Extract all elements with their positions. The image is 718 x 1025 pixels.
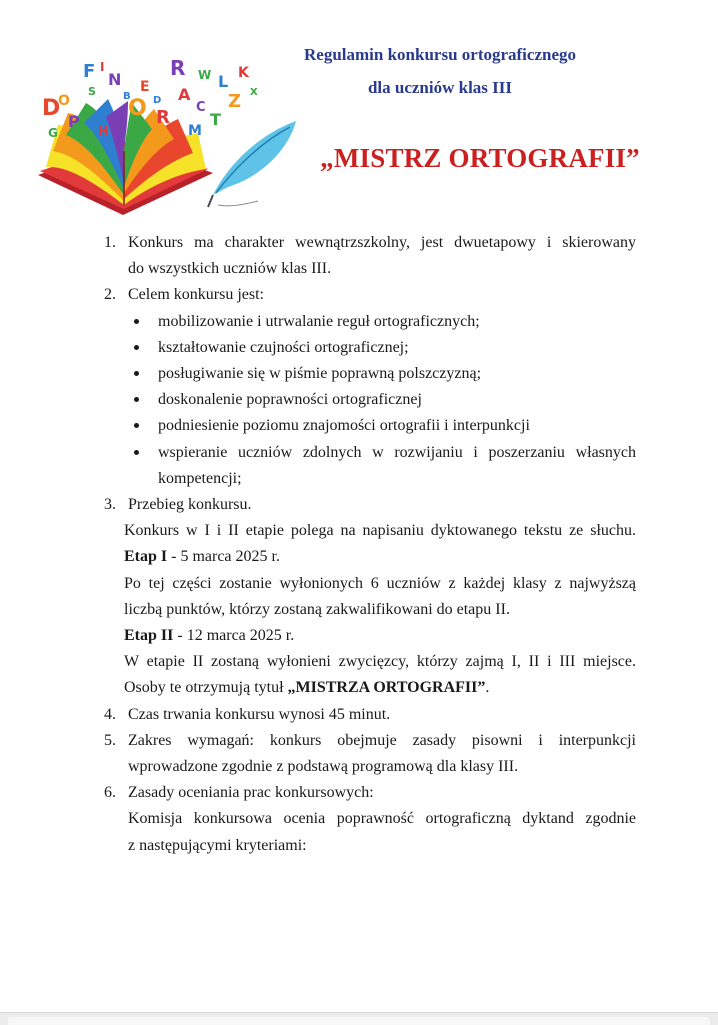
svg-text:K: K (238, 65, 249, 81)
next-page-edge (0, 1012, 718, 1025)
rule-text-line: Celem konkursu jest: (128, 286, 264, 304)
svg-text:G: G (48, 126, 58, 140)
rule-2 (100, 282, 636, 492)
list-item: kształtowanie czujności ortograficznej; (134, 335, 636, 361)
svg-text:E: E (140, 79, 150, 95)
svg-text:S: S (88, 85, 96, 98)
svg-text:P: P (68, 112, 80, 131)
svg-text:C: C (196, 100, 206, 115)
list-item: mobilizowanie i utrwalanie reguł ortograficznych; (134, 309, 636, 335)
rule-1 (100, 230, 636, 282)
rule-text-line: wprowadzone zgodnie z podstawą programową dla klasy III. (128, 758, 519, 776)
stage-1-date: - 5 marca 2025 r. (167, 548, 280, 566)
stage-1-line (124, 544, 636, 570)
stage-2-label: Etap II (124, 627, 174, 645)
rule-text-line: z następującymi kryteriami: (128, 836, 307, 854)
stage-2-date: - 12 marca 2025 r. (173, 627, 295, 645)
title-suffix: . (485, 679, 490, 697)
svg-text:D: D (153, 95, 162, 106)
svg-text:N: N (108, 70, 122, 89)
rules-list (100, 230, 636, 859)
book-icon (38, 99, 213, 215)
rule-text-line (124, 675, 636, 701)
header-line-1: Regulamin konkursu ortograficznego (304, 45, 576, 64)
page-title: „MISTRZ ORTOGRAFII” (320, 143, 640, 173)
svg-text:A: A (178, 85, 191, 104)
rule-number: 2. (104, 286, 116, 304)
svg-text:D: D (42, 96, 61, 121)
svg-text:T: T (210, 110, 221, 129)
rule-text-line: Komisja konkursowa ocenia poprawność ortograficzną dyktand zgodnie (128, 810, 636, 828)
svg-text:B: B (123, 91, 131, 102)
svg-text:R: R (170, 56, 186, 80)
goals-bullet-list (134, 309, 636, 492)
rule-text-line: Konkurs w I i II etapie polega na napisaniu dyktowanego tekstu ze słuchu. (124, 522, 636, 540)
rule-number: 3. (104, 496, 116, 514)
svg-text:I: I (100, 60, 105, 74)
rule-6 (100, 780, 636, 859)
list-item: doskonalenie poprawności ortograficznej (134, 387, 636, 413)
rule-text-line: Czas trwania konkursu wynosi 45 minut. (128, 705, 391, 723)
list-item: wspieranie uczniów zdolnych w rozwijaniu i poszerzaniu własnych kompetencji; (134, 440, 636, 492)
rule-5 (100, 728, 636, 780)
stage-1-label: Etap I (124, 548, 168, 566)
rule-number: 4. (104, 705, 116, 723)
rule-number: 5. (104, 731, 116, 749)
rule-text-line: liczbą punktów, którzy zostaną zakwalifikowani do etapu II. (124, 600, 510, 618)
svg-text:W: W (198, 68, 212, 82)
rule-text-line: do wszystkich uczniów klas III. (128, 260, 332, 278)
svg-text:M: M (188, 123, 202, 139)
rule-text-line: W etapie II zostaną wyłonieni zwycięzcy, którzy zajmą I, II i III miejsce. (124, 653, 636, 671)
svg-text:R: R (156, 107, 170, 128)
svg-text:O: O (58, 93, 70, 109)
rule-number: 6. (104, 784, 116, 802)
document-header (240, 38, 640, 104)
svg-text:X: X (250, 87, 258, 98)
rule-number: 1. (104, 234, 116, 251)
rule-text-line: Zakres wymagań: konkurs obejmuje zasady pisowni i interpunkcji (128, 731, 636, 749)
svg-text:F: F (83, 61, 96, 82)
list-item: posługiwanie się w piśmie poprawną polszczyzną; (134, 361, 636, 387)
quill-icon (208, 121, 296, 207)
rule-text-line: Zasady oceniania prac konkursowych: (128, 784, 374, 802)
title-bold: „MISTRZA ORTOGRAFII” (287, 679, 486, 697)
svg-text:L: L (218, 72, 229, 91)
rule-text-line: Przebieg konkursu. (128, 496, 252, 514)
svg-text:H: H (98, 124, 109, 138)
svg-text:Z: Z (228, 91, 242, 112)
rule-4 (100, 702, 636, 728)
svg-text:O: O (128, 96, 147, 121)
stage-2-line (124, 623, 636, 649)
title-prefix: Osoby te otrzymują tytuł (124, 679, 288, 697)
rule-3 (100, 492, 636, 702)
rule-text-line: Konkurs ma charakter wewnątrzszkolny, jest dwuetapowy i skierowany (128, 234, 636, 251)
list-item: podniesienie poziomu znajomości ortografii i interpunkcji (134, 413, 636, 439)
header-line-2: dla uczniów klas III (367, 78, 513, 97)
rule-text-line: Po tej części zostanie wyłonionych 6 uczniów z każdej klasy z najwyższą (124, 574, 636, 592)
